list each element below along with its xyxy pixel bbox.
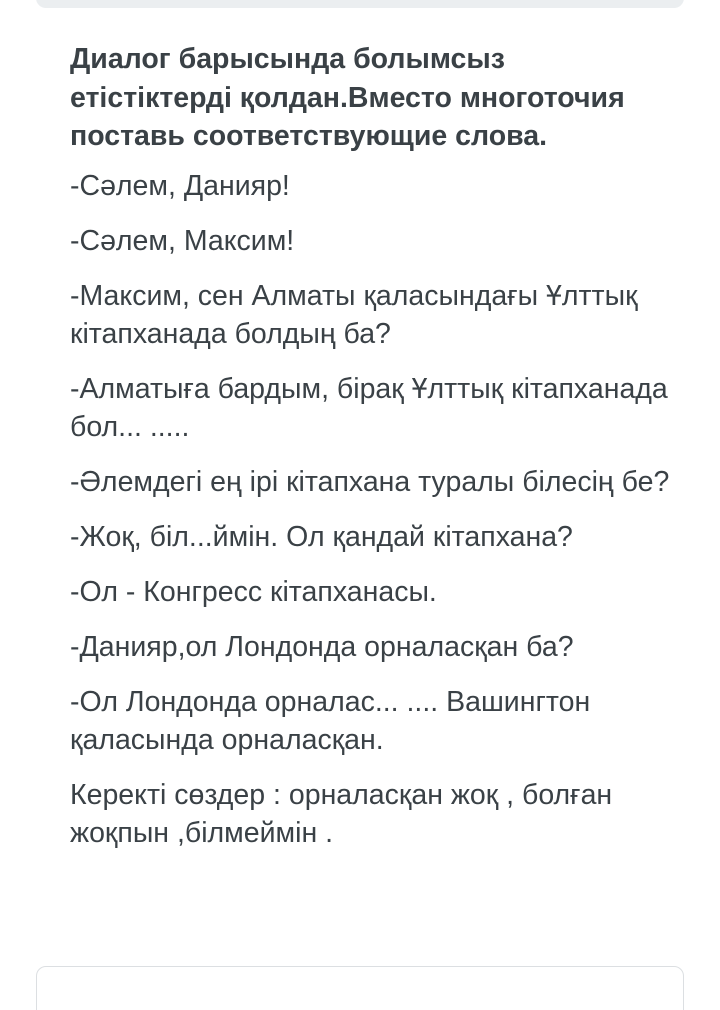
question-title: Диалог барысында болымсыз етістіктерді қолдан.Вместо многоточия поставь соответствующие слова. [70,43,625,152]
previous-card-edge [36,0,684,8]
dialog-line-3: -Максим, сен Алматы қаласындағы Ұлттық кітапханада болдың ба? [70,279,638,350]
dialog-line-7: -Ол - Конгресс кітапханасы. [70,575,437,608]
question-content [70,40,670,869]
required-words-line: Керекті сөздер : орналасқан жоқ , болған жоқпын ,білмеймін . [70,778,613,849]
dialog-line-4: -Алматыға бардым, бірақ Ұлттық кітапханада бол... ..... [70,372,668,443]
answer-card[interactable] [36,966,684,1010]
dialog-line-5: -Әлемдегі ең ірі кітапхана туралы білесің бе? [70,465,670,498]
dialog-line-6: -Жоқ, біл...ймін. Ол қандай кітапхана? [70,520,573,553]
dialog-line-1: -Сәлем, Данияр! [70,169,290,202]
dialog-line-2: -Сәлем, Максим! [70,224,295,257]
dialog-line-9: -Ол Лондонда орналас... .... Вашингтон қаласында орналасқан. [70,685,591,756]
dialog-line-8: -Данияр,ол Лондонда орналасқан ба? [70,630,574,663]
